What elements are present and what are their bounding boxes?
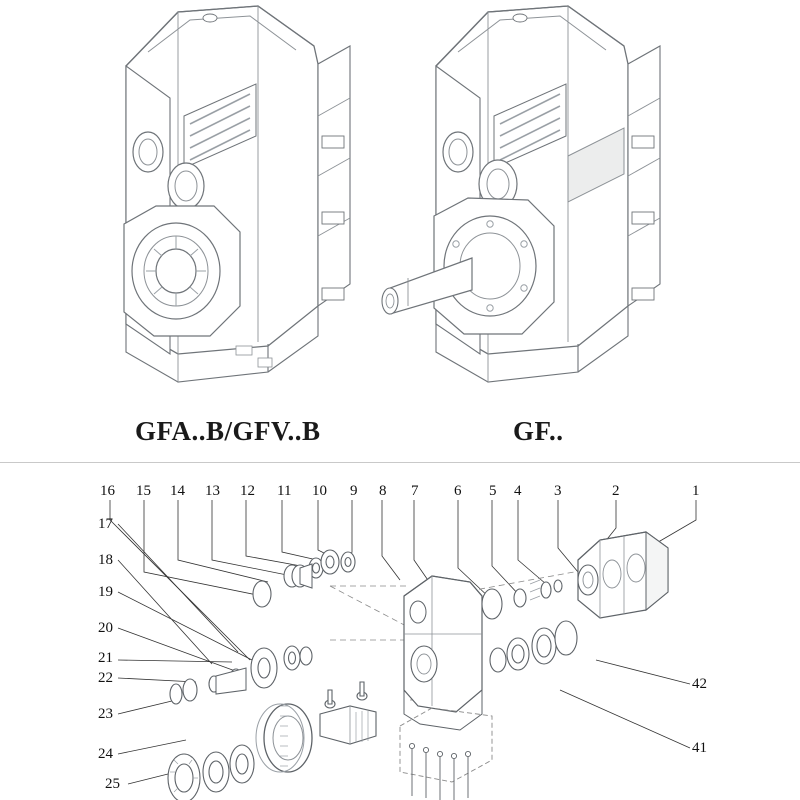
callout-3: 3 [554,483,562,499]
callout-23: 23 [98,706,113,722]
callout-1: 1 [692,483,700,499]
callout-6: 6 [454,483,462,499]
callout-42: 42 [692,676,707,692]
callout-25: 25 [105,776,120,792]
callout-13: 13 [205,483,220,499]
callout-11: 11 [277,483,292,499]
callout-22: 22 [98,670,113,686]
callout-10: 10 [312,483,327,499]
figure-left-caption: GFA..B/GFV..B [135,416,321,446]
exploded-housing [400,576,492,800]
callout-20: 20 [98,620,113,636]
callout-15: 15 [136,483,151,499]
motor-adapter-block [578,532,668,618]
section-divider [0,462,800,463]
callout-2: 2 [612,483,620,499]
callout-16: 16 [100,483,115,499]
exploded-assembly [110,500,696,800]
callout-4: 4 [514,483,522,499]
callout-21: 21 [98,650,113,666]
callout-18: 18 [98,552,113,568]
callout-5: 5 [489,483,497,499]
callout-19: 19 [98,584,113,600]
gear-wheel [256,704,312,772]
figure-right-caption: GF.. [513,416,564,446]
callout-24: 24 [98,746,113,762]
callout-14: 14 [170,483,185,499]
figure-right-gearbox [382,6,660,382]
callout-12: 12 [240,483,255,499]
callout-7: 7 [411,483,419,499]
figure-left-gearbox [124,6,350,382]
callout-41: 41 [692,740,707,756]
callout-8: 8 [379,483,387,499]
callout-17: 17 [98,516,113,532]
callout-9: 9 [350,483,358,499]
